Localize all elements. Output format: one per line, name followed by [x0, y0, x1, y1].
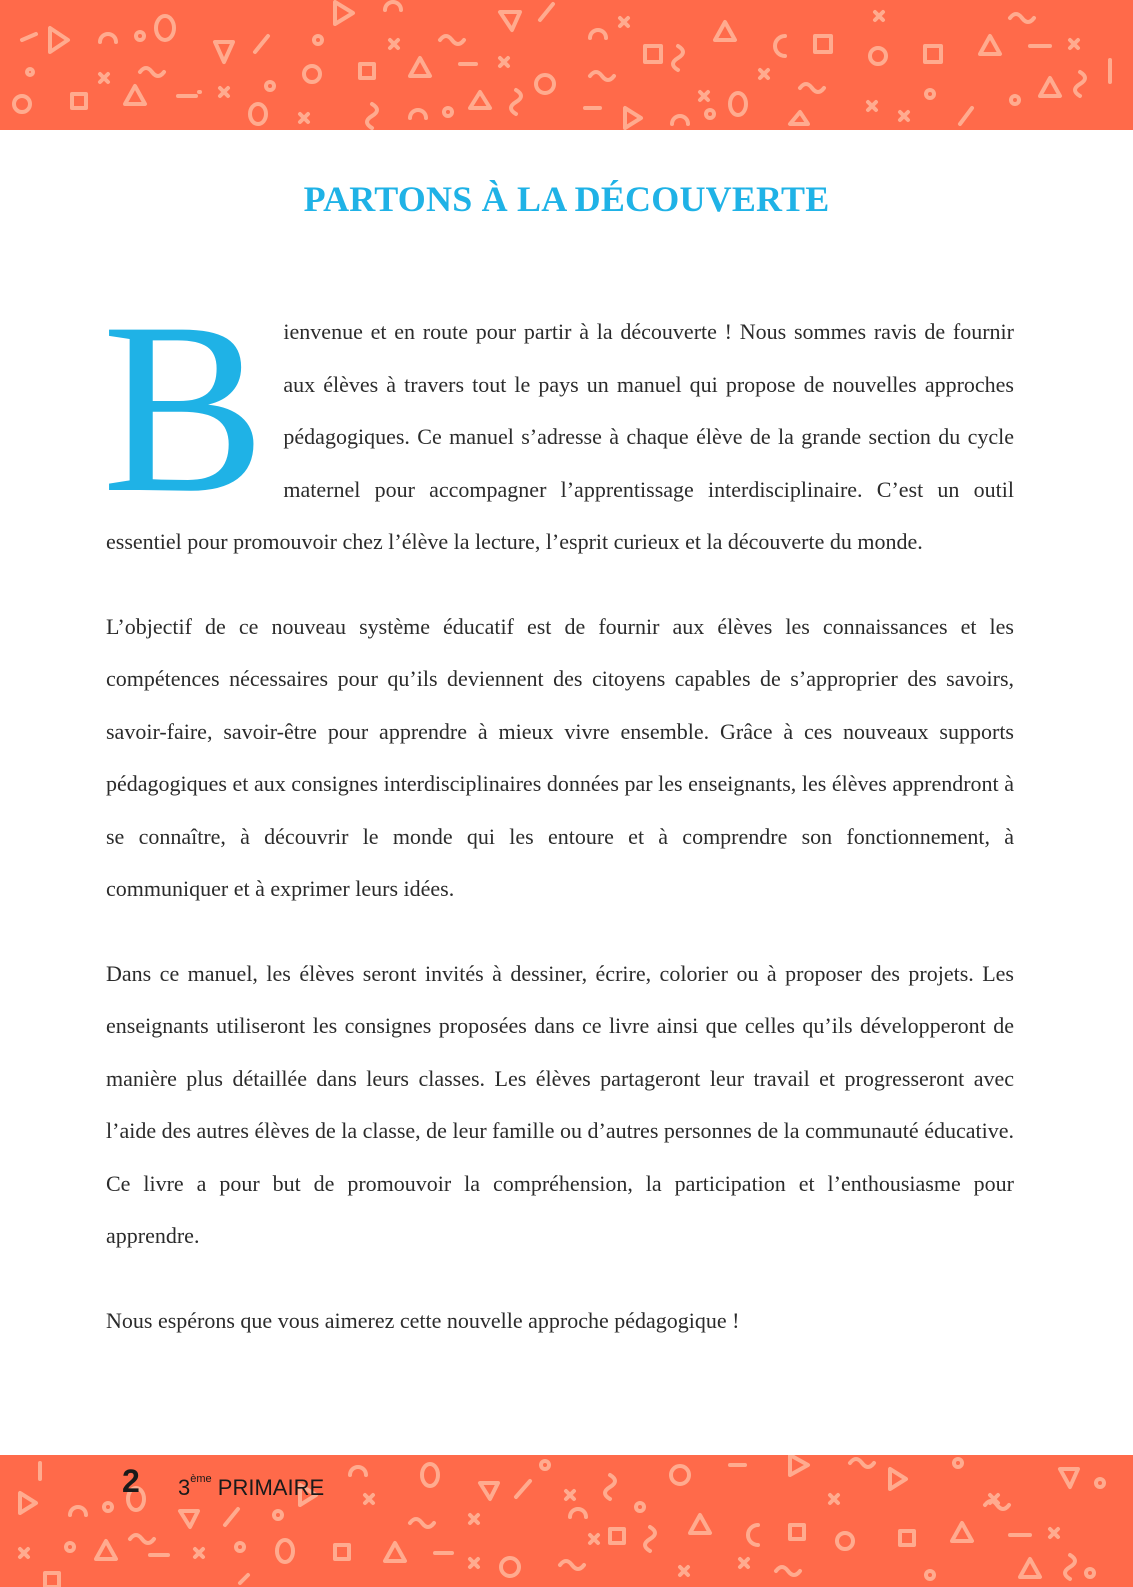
bottom-pattern-band: [0, 1455, 1133, 1587]
grade-superscript: ème: [190, 1473, 212, 1485]
paragraph-closing: Nous espérons que vous aimerez cette nouvelle approche pédagogique !: [106, 1307, 740, 1333]
intro-text: [102, 272, 1014, 1379]
paragraph-objective: L’objectif de ce nouveau système éducatif est de fournir aux élèves les connaissances et les compétences nécessaires pour qu’ils deviennent des citoyens capables de s’approprier des savoirs, savoir-faire, savoir-être pour apprendre à mieux vivre ensemble. Grâce à ces nouveaux supports pédagogiques et aux consignes interdisciplinaires données par les enseignants, les élèves apprendront à se connaître, à découvrir le monde qui les entoure et à comprendre son fonctionnement, à communiquer et à exprimer leurs idées.: [106, 613, 1014, 901]
grade-number: 3: [178, 1475, 191, 1500]
page-number: 2: [122, 1463, 140, 1499]
page-title: PARTONS À LA DÉCOUVERTE: [303, 179, 830, 219]
top-pattern-icons: [0, 0, 1133, 130]
top-pattern-band: [0, 0, 1133, 130]
dropcap-letter: B: [102, 272, 266, 543]
bottom-pattern-icons: [0, 1455, 1133, 1587]
paragraph-welcome-text: ienvenue et en route pour partir à la découverte ! Nous sommes ravis de fournir aux élèves à travers tout le pays un manuel qui propose de nouvelles approches pédagogiques. Ce manuel s’adresse à chaque élève de la grande section du cycle maternel pour accompagner l’apprentissage interdisciplinaire. C’est un outil essentiel pour promouvoir chez l’élève la lecture, l’esprit curieux et la découverte du monde.: [106, 319, 1014, 554]
paragraph-activities: Dans ce manuel, les élèves seront invités à dessiner, écrire, colorier ou à proposer des projets. Les enseignants utiliseront les consignes proposées dans ce livre ainsi que celles qu’ils développeront de manière plus détaillée dans leurs classes. Les élèves partageront leur travail et progresseront avec l’aide des autres élèves de la classe, de leur famille ou d’autres personnes de la communauté éducative. Ce livre a pour but de promouvoir la compréhension, la participation et l’enthousiasme pour apprendre.: [106, 960, 1014, 1248]
paragraph-welcome: [102, 272, 1014, 569]
grade-label: [178, 1475, 324, 1501]
grade-name: PRIMAIRE: [217, 1475, 325, 1500]
